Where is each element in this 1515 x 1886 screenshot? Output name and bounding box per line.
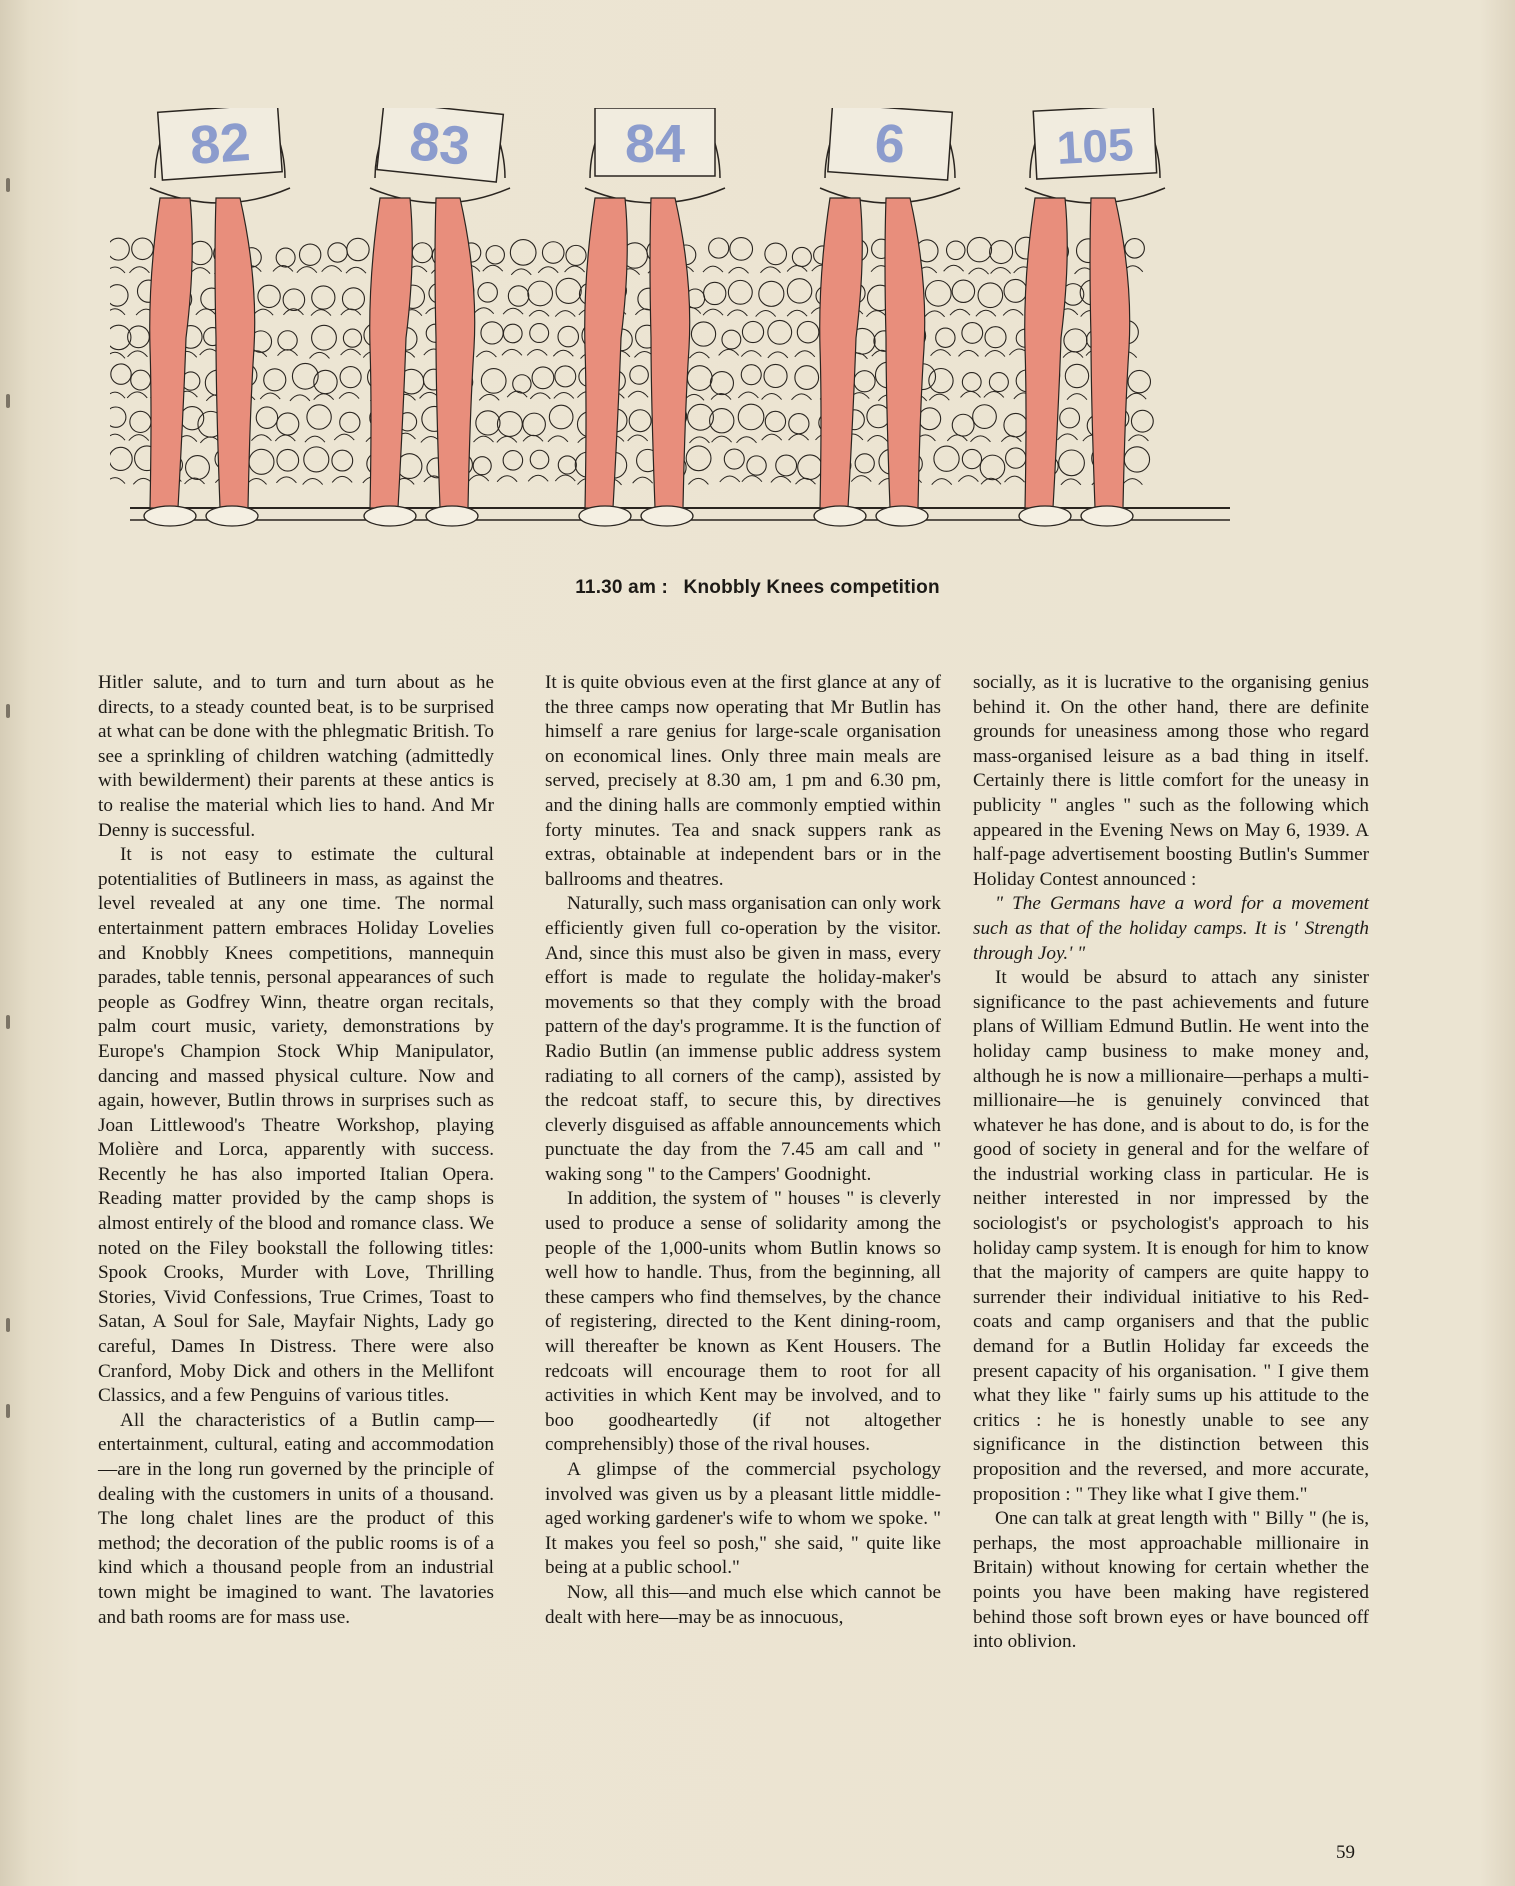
crowd-head [1065, 364, 1088, 387]
crowd-shoulders [538, 267, 558, 273]
paragraph: socially, as it is lucrative to the organising genius behind it. On the other hand, there are definite grounds for uneasiness among those who regard mass-organised leisure as a bad thing in itself. Certainly there is little comfort for the uneasy in publicity " angles " such as the following which appeared in the Evening News on May 6, 1939. A half-page advertisement boosting Butlin's Summer Holiday Contest announced : [973, 672, 1369, 890]
number-card [158, 108, 282, 180]
crowd-shoulders [958, 476, 978, 482]
crowd-head [340, 412, 360, 432]
crowd-shoulders [741, 351, 761, 357]
crowd-head [989, 373, 1008, 392]
crowd-shoulders [479, 394, 499, 400]
crowd-head [854, 371, 875, 392]
paragraph: Hitler salute, and to turn and turn about as he directs, to a steady counted beat, is to be surprised at what can be done with the phlegmatic British. To see a sprinkling of children watching (admittedly with bewilderment) their parents at these antics is to realise the material which lies to hand. And Mr Denny is successful. [98, 672, 494, 841]
paragraph: In addition, the system of " houses " is cleverly used to produce a sense of solidarity among the people of the 1,000-units whom Butlin knows so well how to handle. Thus, from the beginning, all these campers who find themselves, by the chance of registering, directed to the Kent dining-room, will thereafter be known as Kent Housers. The redcoats will encourage them to root for all activities in which Kent may be involved, and to boo goodheartedly (if not altogether comprehensibly) those of the rival houses. [545, 1188, 941, 1456]
crowd-shoulders [787, 310, 807, 316]
crowd-head [278, 331, 297, 350]
crowd-shoulders [469, 475, 489, 481]
crowd-head [510, 240, 536, 266]
paragraph: All the characteristics of a Butlin camp—entertainment, cultural, eating and accommodation—are in the long run governed by the principle of dealing with the customers in units of a thousand. The long chalet lines are the product of this method; the decoration of the public rooms is of a kind which a thousand people from an industrial town might be imagined to want. The lavatories and bath rooms are for mass use. [98, 1409, 494, 1628]
crowd-head [728, 280, 752, 304]
crowd-head [503, 451, 523, 471]
crowd-head [973, 405, 997, 429]
contestant-number: 105 [1055, 118, 1135, 174]
crowd-head [691, 322, 715, 346]
crowd-head [764, 364, 787, 387]
text-column-1 [98, 671, 494, 1630]
crowd-shoulders [1003, 309, 1023, 315]
crowd-head [481, 322, 503, 344]
crowd-shoulders [483, 265, 503, 271]
crowd-shoulders [795, 351, 815, 357]
crowd-shoulders [689, 437, 709, 443]
contestant [579, 108, 725, 526]
crowd-shoulders [970, 436, 990, 442]
crowd-head [946, 241, 965, 260]
crowd-head [925, 280, 951, 306]
crowd-shoulders [958, 350, 978, 356]
contestant-number: 6 [872, 113, 908, 175]
crowd-shoulders [688, 478, 708, 484]
crowd-head [513, 375, 531, 393]
crowd-head [312, 286, 335, 309]
crowd-shoulders [737, 437, 757, 443]
crowd-head [985, 327, 1006, 348]
crowd-shoulders [689, 352, 709, 358]
crowd-head [978, 283, 1003, 308]
crowd-shoulders [866, 311, 886, 317]
crowd-shoulders [110, 309, 125, 315]
crowd-shoulders [738, 392, 758, 398]
paragraph: It is not easy to estimate the cultural potentialities of Butlineers in mass, as against the level revealed at any one time. The normal entertainment pattern embraces Holiday Lovelies and Knobbly Knees competitions, mannequin parades, table tennis, personal appearances of such people as Godfrey Winn, theatre organ recitals, palm court music, variety, demonstrations by Europe's Champion Stock Whip Manipulator, dancing and massed physical culture. Now and again, however, Butlin throws in surprises such as Joan Littlewood's Theatre Workshop, playing Molière and Lorca, apparently with success. Recently he has also imported Italian Opera. Reading matter provided by the camp shops is almost entirely of the blood and romance class. We noted on the Filey bookstall the following titles: Spook Crooks, Murder with Love, Thrilling Stories, Vivid Confessions, True Crimes, Toast to Satan, A Soul for Sale, Mayfair Nights, Lady go careful, Dames In Distress. There were also Cranford, Moby Dick and others in the Mellifont Classics, and a few Penguins of various titles. [98, 844, 494, 1407]
contestant [144, 108, 290, 526]
crowd-shoulders [128, 351, 148, 357]
shoe [876, 506, 928, 526]
crowd-head [530, 324, 549, 343]
crowd-head [110, 238, 129, 260]
crowd-head [629, 410, 651, 432]
crowd-head [343, 329, 361, 347]
crowd-head [724, 449, 744, 469]
crowd-shoulders [950, 309, 970, 315]
crowd-head [347, 238, 369, 260]
crowd-head [742, 321, 763, 342]
crowd-shoulders [311, 310, 331, 316]
crowd-shoulders [110, 352, 125, 358]
crowd-shoulders [868, 435, 888, 441]
crowd-shoulders [110, 434, 125, 440]
right-leg [885, 198, 925, 508]
crowd-head [738, 404, 764, 430]
crowd-shoulders [628, 435, 648, 441]
crowd-head [497, 412, 522, 437]
crowd-shoulders [309, 352, 329, 358]
right-leg [435, 198, 475, 508]
binding-mark [6, 1015, 10, 1029]
crowd-head [687, 366, 712, 391]
crowd-head [722, 330, 741, 349]
crowd-head [299, 244, 320, 265]
crowd-head [710, 372, 733, 395]
contestant-number: 83 [406, 111, 473, 177]
crowd-head [481, 369, 506, 394]
number-card [1033, 108, 1156, 179]
crowd-shoulders [297, 267, 317, 273]
contestant [364, 108, 510, 526]
crowd-shoulders [129, 435, 149, 441]
crowd-shoulders [1061, 479, 1081, 485]
crowd-shoulders [1063, 352, 1083, 358]
crowd-head [990, 241, 1013, 264]
crowd-shoulders [341, 349, 361, 355]
crowd-shoulders [339, 393, 359, 399]
crowd-head [768, 320, 792, 344]
crowd-shoulders [960, 391, 980, 397]
crowd-head [1064, 329, 1087, 352]
crowd-head [532, 367, 554, 389]
left-leg [1025, 198, 1068, 508]
paragraph: One can talk at great length with " Billy " (he is, perhaps, the most approachable millionaire in Britain) without knowing for certain whether the points you have been making have registered behind those soft brown eyes or have bounced off into oblivion. [973, 1508, 1369, 1653]
crowd-shoulders [762, 434, 782, 440]
crowd-head [741, 365, 761, 385]
crowd-head [486, 246, 504, 264]
crowd-shoulders [976, 310, 996, 316]
crowd-shoulders [712, 436, 732, 442]
crowd-shoulders [332, 476, 352, 482]
crowd-shoulders [720, 476, 740, 482]
right-leg [650, 198, 690, 508]
crowd-shoulders [555, 475, 575, 481]
crowd-head [555, 366, 576, 387]
crowd-shoulders [985, 351, 1005, 357]
crowd-head [111, 364, 131, 384]
crowd-shoulders [251, 435, 271, 441]
shoe [579, 506, 631, 526]
shoe [426, 506, 478, 526]
binding-mark [6, 178, 10, 192]
crowd-head [186, 456, 210, 480]
crowd-head [787, 279, 811, 303]
crowd-shoulders [553, 350, 573, 356]
caption-title: Knobbly Knees competition [683, 577, 940, 598]
crowd-head [258, 285, 280, 307]
crowd-head [264, 369, 286, 391]
crowd-shoulders [789, 434, 809, 440]
crowd-head [1125, 239, 1144, 258]
crowd-shoulders [502, 349, 522, 355]
crowd-head [523, 413, 546, 436]
crowd-shoulders [474, 308, 494, 314]
crowd-head [558, 456, 576, 474]
crowd-shoulders [1126, 393, 1146, 399]
crowd-head [277, 449, 299, 471]
crowd-shoulders [729, 267, 749, 273]
paragraph: It would be absurd to attach any sinister significance to the past achievements and future plans of William Edmund Butlin. He went into the holiday camp business to make money and, although he is now a millionaire—perhaps a multi-millionaire—he is genuinely convinced that whatever he has done, and is about to do, is for the good of society in general and for the welfare of the industrial working class in particular. He is neither interested in nor impressed by the sociologist's or psychologist's approach to his holiday camp system. It is enough for him to know that the majority of campers are quite happy to surrender their individual initiative to his Red-coats and camp organisers and that the public demand for a Butlin Holiday far exceeds the present capacity of his organisation. " I give them what they like " fairly sums up his attitude to the critics : he is honestly unable to see any significance in the distinction between this proposition and the reversed, and more accurate, proposition : " They like what I give them." [973, 967, 1369, 1505]
crowd-shoulders [548, 436, 568, 442]
crowd-shoulders [303, 479, 323, 485]
crowd-head [332, 450, 353, 471]
crowd-shoulders [565, 266, 585, 272]
crowd-head [952, 280, 974, 302]
crowd-head [1004, 413, 1027, 436]
crowd-head [765, 243, 787, 265]
crowd-shoulders [719, 349, 739, 355]
crowd-shoulders [932, 479, 952, 485]
contestants [144, 108, 1165, 526]
binding-mark [6, 1404, 10, 1418]
crowd-head [132, 238, 154, 260]
crowd-head [730, 238, 753, 261]
crowd-head [798, 455, 822, 479]
left-leg [150, 198, 193, 508]
crowd-head [312, 325, 337, 350]
crowd-shoulders [260, 393, 280, 399]
crowd-head [797, 321, 819, 343]
crowd-head [307, 405, 331, 429]
crowd-shoulders [305, 436, 325, 442]
crowd-head [630, 366, 649, 385]
crowd-shoulders [275, 435, 295, 441]
crowd-shoulders [925, 311, 945, 317]
crowd-head [542, 242, 564, 264]
crowd-shoulders [528, 475, 548, 481]
crowd-shoulders [129, 267, 149, 273]
crowd-sketch [110, 237, 1153, 485]
crowd-shoulders [762, 394, 782, 400]
shoe [364, 506, 416, 526]
contestant-number: 84 [624, 114, 686, 174]
crowd-head [795, 366, 819, 390]
crowd-head [934, 446, 959, 471]
crowd-shoulders [276, 477, 296, 483]
figure-caption [0, 577, 1515, 599]
crowd-head [792, 247, 811, 266]
crowd-head [686, 446, 711, 471]
paragraph: Now, all this—and much else which cannot be dealt with here—may be as innocuous, [545, 1581, 941, 1628]
crowd-shoulders [247, 478, 267, 484]
crowd-shoulders [127, 392, 147, 398]
crowd-head [1124, 447, 1149, 472]
crowd-head [530, 450, 549, 469]
crowd-shoulders [628, 391, 648, 397]
crowd-head [549, 405, 573, 429]
crowd-head [952, 414, 974, 436]
crowd-head [1006, 448, 1026, 468]
crowd-shoulders [768, 352, 788, 358]
crowd-head [855, 454, 874, 473]
crowd-shoulders [497, 476, 517, 482]
crowd-shoulders [346, 267, 366, 273]
shoe [206, 506, 258, 526]
shoe [1019, 506, 1071, 526]
crowd-head [566, 245, 586, 265]
crowd-head [1131, 410, 1153, 432]
crowd-head [1128, 370, 1150, 392]
crowd-shoulders [727, 310, 747, 316]
shoe [814, 506, 866, 526]
crowd-shoulders [1128, 435, 1148, 441]
crowd-shoulders [984, 391, 1004, 397]
crowd-head [528, 281, 553, 306]
contestant [1019, 108, 1165, 526]
crowd-shoulders [110, 392, 125, 398]
crowd-shoulders [110, 267, 125, 273]
right-leg [215, 198, 255, 508]
left-leg [370, 198, 413, 508]
crowd-shoulders [742, 476, 762, 482]
crowd-head [340, 367, 361, 388]
crowd-head [412, 243, 432, 263]
crowd-head [962, 449, 981, 468]
crowd-head [962, 373, 981, 392]
crowd-shoulders [503, 308, 523, 314]
crowd-head [919, 408, 941, 430]
crowd-head [283, 289, 305, 311]
crowd-head [709, 238, 729, 258]
number-card [828, 108, 952, 180]
crowd-shoulders [991, 267, 1011, 273]
paragraph: A glimpse of the commercial psychology involved was given us by a pleasant little middle-aged working gardener's wife to whom we spoke. " It makes you feel so posh," she said, " quite like being at a public school." [545, 1459, 941, 1579]
crowd-head [1060, 408, 1080, 428]
quotation: " The Germans have a word for a movement such as that of the holiday camps. It is ' Strength through Joy.' " [973, 893, 1369, 964]
crowd-head [980, 455, 1005, 480]
binding-mark [6, 704, 10, 718]
crowd-shoulders [1005, 476, 1025, 482]
crowd-head [765, 411, 785, 431]
crowd-head [1059, 450, 1085, 476]
shoe [144, 506, 196, 526]
crowd-shoulders [703, 266, 723, 272]
crowd-shoulders [190, 268, 210, 274]
crowd-head [476, 411, 500, 435]
caption-time: 11.30 am : [575, 577, 669, 598]
crowd-head [110, 407, 126, 427]
crowd-shoulders [633, 477, 653, 483]
crowd-head [503, 324, 522, 343]
paragraph: It is quite obvious even at the first glance at any of the three camps now operating that Mr Butlin has himself a rare genius for large-scale organisation on economical lines. Only three main meals are served, precisely at 8.30 am, 1 pm and 6.30 pm, and the dining halls are commonly emptied within forty minutes. Tea and snack suppers rank as extras, obtainable at independent bars or in the ballrooms and theatres. [545, 672, 941, 890]
crowd-head [936, 328, 955, 347]
shoe [641, 506, 693, 526]
crowd-shoulders [555, 311, 575, 317]
crowd-shoulders [703, 309, 723, 315]
right-leg [1090, 198, 1130, 508]
crowd-head [180, 407, 203, 430]
crowd-head [1004, 279, 1027, 302]
paragraph: Naturally, such mass organisation can only work efficiently given full co-operation by the visitor. And, since this must also be given in mass, every effort is made to regulate the holiday-maker's movements so that they comply with the broad pattern of the day's programme. It is the function of Radio Butlin (an immense public address system radiating to all corners of the camp), assisted by the redcoat staff, to secure this, by directives cleverly disguised as affable announcements which punctuate the day from the 7.45 am call and " waking song " to the Campers' Goodnight. [545, 893, 941, 1185]
crowd-head [789, 414, 809, 434]
crowd-head [276, 248, 295, 267]
crowd-shoulders [527, 349, 547, 355]
crowd-shoulders [1067, 394, 1087, 400]
crowd-head [249, 449, 274, 474]
crowd-shoulders [944, 265, 964, 271]
crowd-head [556, 278, 581, 303]
crowd-shoulders [529, 310, 549, 316]
contestant-number: 82 [188, 111, 253, 177]
crowd-shoulders [314, 394, 334, 400]
left-leg [585, 198, 628, 508]
crowd-head [304, 447, 329, 472]
crowd-shoulders [969, 268, 989, 274]
crowd-head [342, 288, 364, 310]
crowd-shoulders [756, 311, 776, 317]
crowd-shoulders [760, 267, 780, 273]
crowd-shoulders [1122, 479, 1142, 485]
crowd-head [508, 286, 528, 306]
crowd-shoulders [283, 309, 303, 315]
crowd-shoulders [290, 395, 310, 401]
number-card [377, 108, 503, 182]
crowd-head [747, 456, 766, 475]
crowd-head [131, 370, 151, 390]
crowd-head [558, 326, 578, 346]
crowd-shoulders [523, 435, 543, 441]
illustration-svg [110, 108, 1360, 568]
crowd-head [962, 323, 983, 344]
crowd-shoulders [322, 266, 342, 272]
crowd-shoulders [476, 351, 496, 357]
crowd-head [759, 281, 784, 306]
crowd-shoulders [497, 436, 517, 442]
crowd-shoulders [851, 476, 871, 482]
crowd-head [473, 457, 491, 475]
binding-mark [6, 1318, 10, 1332]
crowd-shoulders [931, 350, 951, 356]
crowd-head [110, 285, 128, 307]
crowd-shoulders [474, 436, 494, 442]
binding-mark [6, 394, 10, 408]
crowd-head [256, 407, 277, 428]
page-number: 59 [1336, 1842, 1355, 1863]
crowd-head [776, 455, 797, 476]
crowd-shoulders [110, 478, 125, 484]
crowd-head [478, 283, 497, 302]
text-column-2 [545, 671, 941, 1630]
crowd-head [110, 447, 132, 470]
crowd-shoulders [554, 392, 574, 398]
crowd-head [277, 413, 299, 435]
crowd-shoulders [929, 394, 949, 400]
contestant [814, 108, 960, 526]
crowd-head [328, 243, 347, 262]
crowd-shoulders [771, 476, 791, 482]
number-card [595, 108, 715, 176]
crowd-shoulders [511, 269, 531, 275]
crowd-head [704, 282, 726, 304]
crowd-shoulders [1058, 434, 1078, 440]
shoe [1081, 506, 1133, 526]
crowd-shoulders [334, 434, 354, 440]
crowd-head [130, 411, 151, 432]
crowd-shoulders [253, 309, 273, 315]
knobbly-knees-illustration [110, 108, 1360, 568]
crowd-shoulders [791, 394, 811, 400]
crowd-shoulders [530, 393, 550, 399]
crowd-head [967, 237, 991, 261]
crowd-head [929, 368, 953, 392]
text-column-3 [973, 671, 1369, 1655]
